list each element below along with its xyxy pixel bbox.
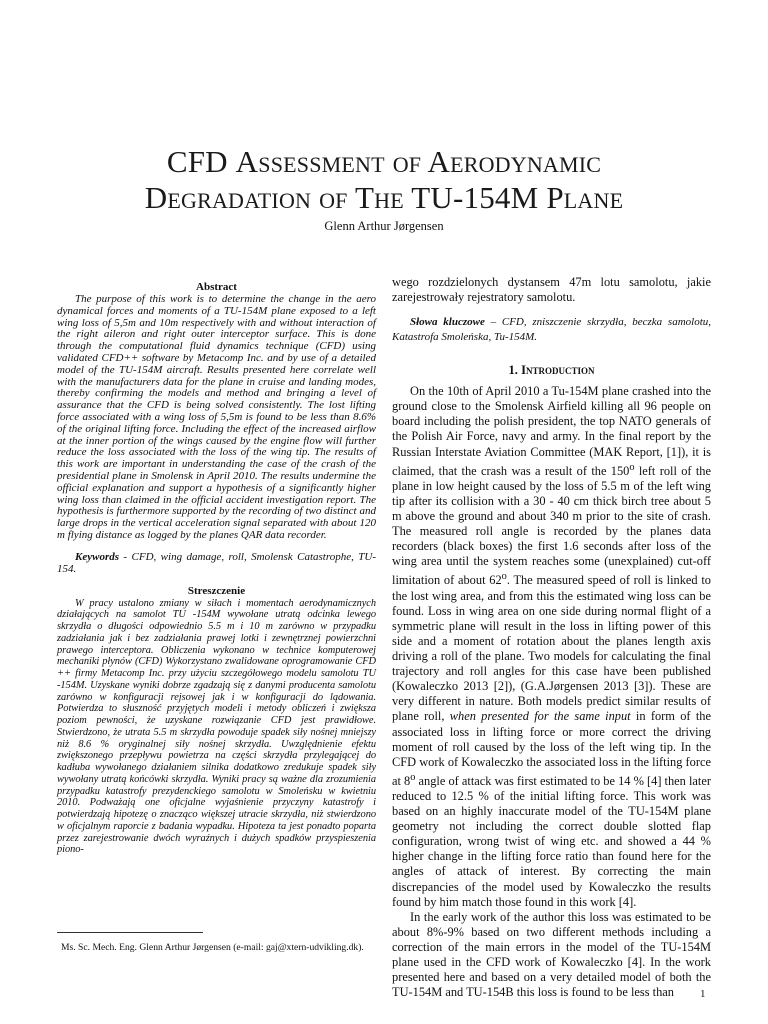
page-number: 1 bbox=[700, 988, 706, 1000]
author-name: Glenn Arthur Jørgensen bbox=[324, 219, 444, 233]
title-line-2: Degradation of The TU-154M Plane bbox=[144, 180, 624, 215]
streszczenie-text: W pracy ustalono zmiany w siłach i momentach aerodynamicznych działających na samolot TU -154M wywołane utratą odcinka lewego skrzydła o długości odpowiednio 5.5 m i 10 m zarówno w przypadku zadziałania jak i bez zadziałania prawej lotki i zewnętrznej powierzchni prawego interceptora. Obliczenia wykonano w technice komputerowej mechaniki płynów (CFD) Wykorzystano zwalidowane oprogramowanie CFD ++ firmy Metacomp Inc. przy użyciu szczegółowego modelu samolotu TU -154M. Uzyskane wyniki dobrze zgadzają się z danymi producenta samolotu zarówno w konfiguracji rejsowej jak i w konfiguracji do lądowania. Potwierdza to słuszność przyjętych modeli i metody obliczeń i zwiększa poziom pewności, że uzyskane rozwiązanie CFD jest prawidłowe. Stwierdzono, że utrata 5.5 m skrzydła powoduje spadek siły nośnej mniejszy niż 8.6 % oryginalnej siły nośnej skrzydła. Uwzględnienie efektu zwiększonego przepływu powietrza na części skrzydła przylegającej do kadłuba wywołanego działaniem silnika dodatkowo zredukuje spadek siły wywołany utratą końcówki skrzydła. Wyniki pracy są ważne dla zrozumienia przypadku katastrofy prezydenckiego samolotu w Smoleńsku w kwietniu 2010. Podważają one oficjalne wyjaśnienie przyczyny katastrofy i potwierdzają hipotezę o znacząco większej utracie skrzydła, niż stwierdzono w oficjalnym raporcie z badania wypadku. Hipoteza ta jest ponadto poparta przez zarejestrowanie dwóch wyraźnych i dużych spadków przyspieszenia piono- bbox=[57, 597, 376, 856]
left-column bbox=[57, 281, 376, 856]
intro-paragraph-2: In the early work of the author this loss was estimated to be about 8%-9% based on two different methods including a correction of the main errors in the model of the TU-154M plane used in the CFD work of Kowaleczko [4]. In the work presented here and based on a very detailed model of both the TU-154M and TU-154B this loss is found to be less than bbox=[392, 909, 711, 1000]
paper-title bbox=[0, 144, 768, 216]
footnote: Ms. Sc. Mech. Eng. Glenn Arthur Jørgensen (e-mail: gaj@xtern-udvikling.dk). bbox=[61, 942, 364, 953]
polish-keywords bbox=[392, 315, 711, 345]
right-column bbox=[392, 275, 711, 1000]
streszczenie-heading: Streszczenie bbox=[187, 584, 246, 597]
section-heading-introduction: 1. Introduction bbox=[508, 363, 595, 378]
keywords-text: - CFD, wing damage, roll, Smolensk Catastrophe, TU-154. bbox=[57, 550, 376, 576]
abstract-text: The purpose of this work is to determine the change in the aero dynamical forces and moments of a TU-154M plane exposed to a left wing loss of 5,5m and 10m respectively with and without interaction of the right aileron and right outer interceptor surface. This is done through the computational fluid dynamics technique (CFD) using validated CFD++ software by Metacomp Inc. and by use of a detailed model of the TU-154M aircraft. Results presented here correlate well with the manufacturers data for the plane in cruise and landing modes, thereby confirming the models and method and bringing a level of assurance that the CFD is being solved consistently. The lost lifting force associated with a wing loss of 5,5m is found to be less than 8.6% of the original lifting force. Including the effect of the increased airflow at the inner portion of the wings caused by the engine flow will further reduce the loss associated with the loss of the wing tip. The results of this work are important in understanding the case of the crash of the presidential plane in Smolensk in April 2010. The results undermine the official explanation and support a hypothesis of a significantly higher wing loss than claimed in the official accident investigation report. The hypothesis is furthermore supported by the recording of two distinct and large drops in the vertical acceleration signal separated with about 120 m flying distance as logged by the planes QAR data recorder. bbox=[57, 293, 376, 541]
keywords-label: Keywords bbox=[75, 550, 119, 563]
polish-keywords-label: Słowa kluczowe bbox=[410, 316, 485, 329]
abstract-heading: Abstract bbox=[196, 281, 237, 293]
title-line-1: CFD Assessment of Aerodynamic bbox=[166, 144, 602, 179]
intro-paragraph-1: On the 10th of April 2010 a Tu-154M plane crashed into the ground close to the Smolensk Airfield killing all 96 people on board including the polish president, the top NATO generals of the Polish Air Force, navy and army. In the final report by the Russian Interstate Aviation Committee (MAK Report, [1]), it is claimed, that the crash was a result of the 150$^o$ left roll of the plane in low height caused by the loss of 5.5 m of the left wing tip after its collision with a 30 - 40 cm thick birch tree about 5 m above the ground and about 340 m prior to the site of crash. The measured roll angle is recorded by the planes data recorders (black boxes) the first 1.6 seconds after loss of the wing area until the system reaches some (unexplained) cut-off limitation of about 62$^o$. The measured speed of roll is linked to the lost wing area, and from this the estimated wing loss can be found. Loss in wing area on one side during normal flight of a symmetric plane will result in the loss in lifting power of this side and a moment of rotation about the planes length axis driving a roll of the plane. Two models for calculating the final trajectory and roll angles for this case have been published (Kowaleczko 2013 [2]), (G.A.Jørgensen 2013 [3]). These are very different in nature. Both models predict similar results of plane roll, when presented for the same input in form of the associated loss in lifting force or more correct the driving moment of roll caused by the loss of the left wing tip. In the CFD work of Kowaleczko the associated loss in the lifting force at 8$^o$ angle of attack was first estimated to be 14 % [4] then later reduced to 12.5 % of the initial lifting force. This work was based on an highly inaccurate model of the TU-154M plane geometry not including the correct double slotted flap configuration, wrong twist of wing etc. and showed a 44 % higher change in the lifting force ratio than found here for the angles of attack of interest. By correcting the main discrepancies of the model used by Kowaleczko the results found by him match those found in this work [4]. bbox=[392, 384, 711, 909]
polish-keywords-text: – CFD, zniszczenie skrzydła, beczka samolotu, Katastrofa Smoleńska, Tu-154M. bbox=[392, 316, 711, 344]
footnote-rule bbox=[57, 932, 203, 933]
streszczenie-continuation: wego rozdzielonych dystansem 47m lotu samolotu, jakie zarejestrowały rejestratory samolotu. bbox=[392, 275, 711, 305]
keywords bbox=[57, 551, 376, 576]
